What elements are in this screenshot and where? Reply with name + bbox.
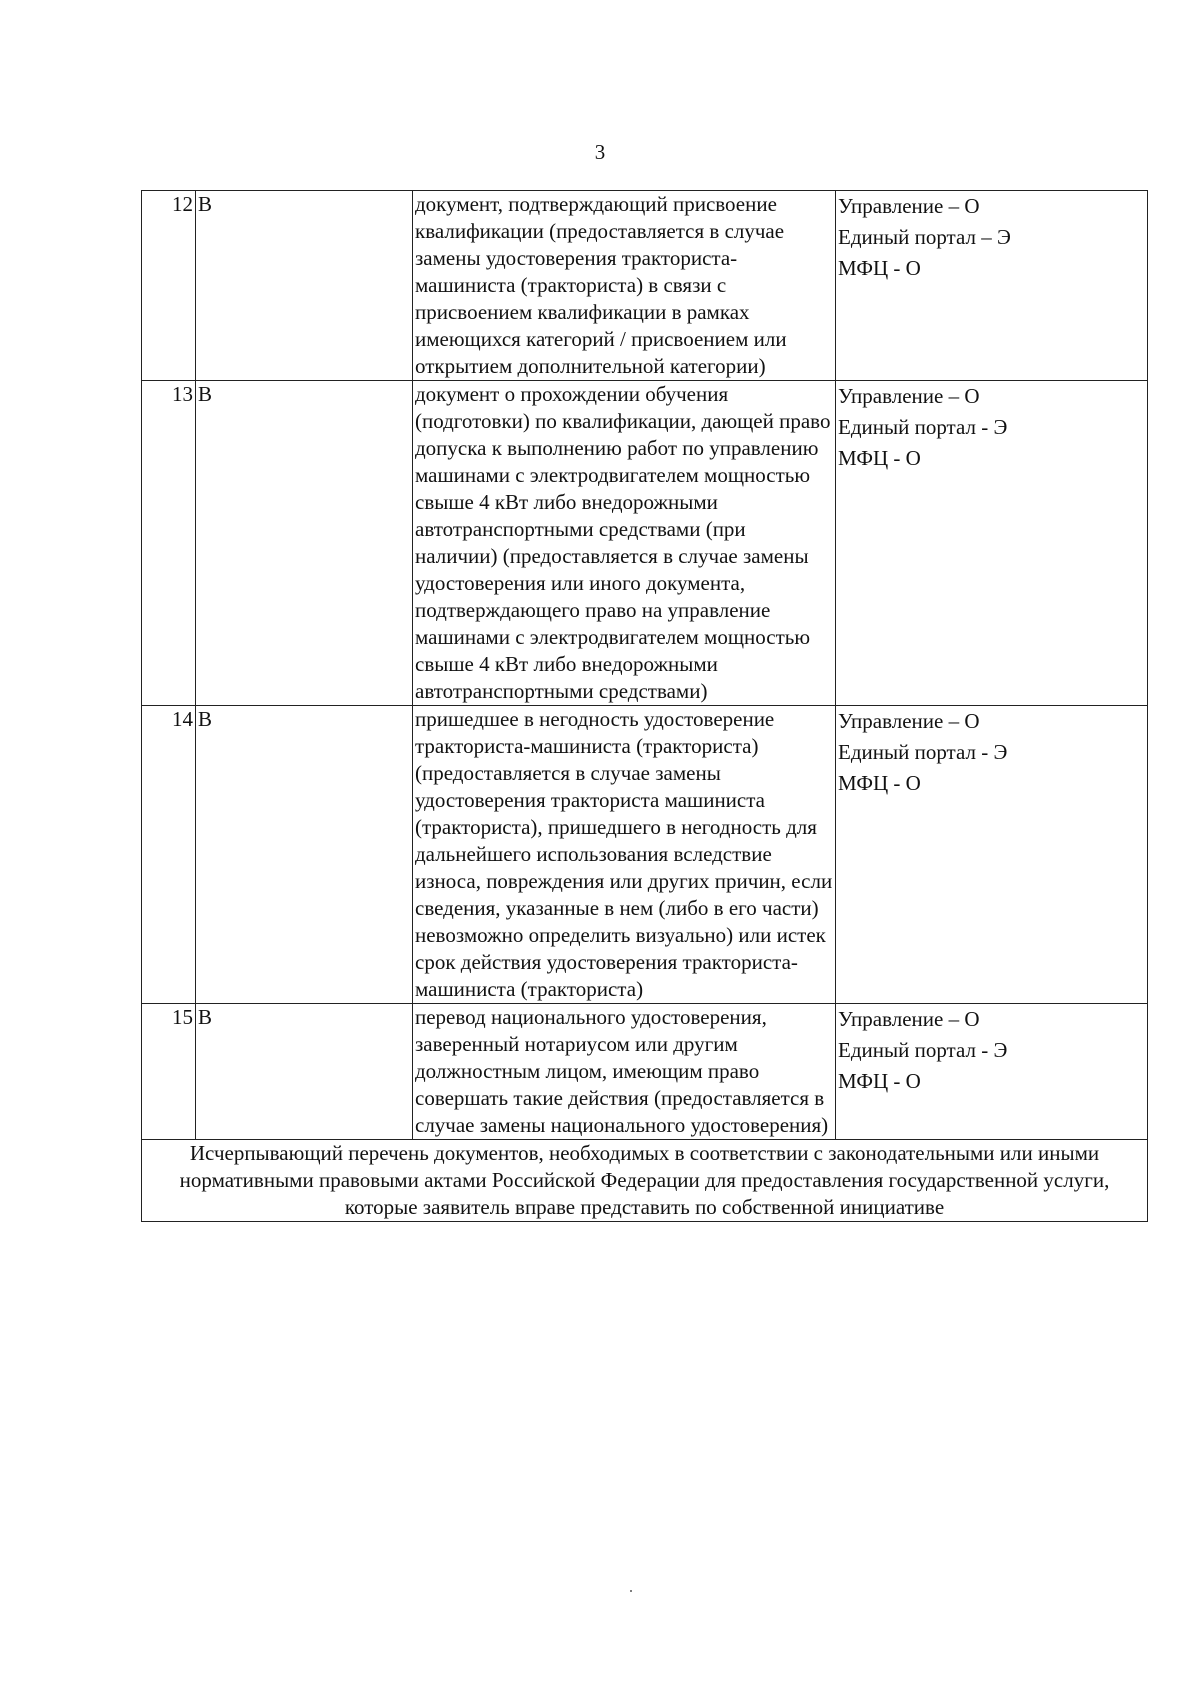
table-row <box>142 706 1148 1004</box>
channel-portal: Единый портал - Э <box>838 740 1008 764</box>
row-description: перевод национального удостоверения, заверенный нотариусом или другим должностным лицом, имеющим право совершать такие действия (предоставляется в случае замены национального удостоверения) <box>413 1004 836 1140</box>
row-description: пришедшее в негодность удостоверение тракториста-машиниста (тракториста) (предоставляется в случае замены удостоверения тракториста машиниста (тракториста), пришедшего в негодность для дальнейшего использования вследствие износа, повреждения или других причин, если сведения, указанные в нем (либо в его части) невозможно определить визуально) или истек срок действия удостоверения тракториста-машиниста (тракториста) <box>413 706 836 1004</box>
row-number: 12 <box>142 191 196 381</box>
table-footer-text: Исчерпывающий перечень документов, необходимых в соответствии с законодательными или иными нормативными правовыми актами Российской Федерации для предоставления государственной услуги, которые заявитель вправе представить по собственной инициативе <box>142 1140 1148 1222</box>
row-number: 13 <box>142 381 196 706</box>
row-letter: В <box>196 1004 413 1140</box>
channel-portal: Единый портал – Э <box>838 225 1011 249</box>
row-channels <box>836 706 1148 1004</box>
table-row <box>142 381 1148 706</box>
channel-office: Управление – О <box>838 384 980 408</box>
channel-mfc: МФЦ - О <box>838 771 921 795</box>
channel-mfc: МФЦ - О <box>838 446 921 470</box>
row-number: 14 <box>142 706 196 1004</box>
channel-portal: Единый портал - Э <box>838 1038 1008 1062</box>
row-channels <box>836 1004 1148 1140</box>
table-row <box>142 191 1148 381</box>
channel-office: Управление – О <box>838 194 980 218</box>
row-channels <box>836 381 1148 706</box>
row-number: 15 <box>142 1004 196 1140</box>
table-row <box>142 1004 1148 1140</box>
row-description: документ, подтверждающий присвоение квалификации (предоставляется в случае замены удостоверения тракториста-машиниста (тракториста) в связи с присвоением квалификации в рамках имеющихся категорий / присвоением или открытием дополнительной категории) <box>413 191 836 381</box>
row-description: документ о прохождении обучения (подготовки) по квалификации, дающей право допуска к выполнению работ по управлению машинами с электродвигателем мощностью свыше 4 кВт либо внедорожными автотранспортными средствами (при наличии) (предоставляется в случае замены удостоверения или иного документа, подтверждающего право на управление машинами с электродвигателем мощностью свыше 4 кВт либо внедорожными автотранспортными средствами) <box>413 381 836 706</box>
table-footer-row <box>142 1140 1148 1222</box>
channel-portal: Единый портал - Э <box>838 415 1008 439</box>
row-letter: В <box>196 381 413 706</box>
scan-dot <box>630 1590 632 1592</box>
channel-mfc: МФЦ - О <box>838 1069 921 1093</box>
documents-table <box>141 190 1148 1222</box>
channel-office: Управление – О <box>838 709 980 733</box>
channel-office: Управление – О <box>838 1007 980 1031</box>
channel-mfc: МФЦ - О <box>838 256 921 280</box>
row-letter: В <box>196 706 413 1004</box>
page-number: 3 <box>594 140 606 164</box>
row-channels <box>836 191 1148 381</box>
row-letter: В <box>196 191 413 381</box>
